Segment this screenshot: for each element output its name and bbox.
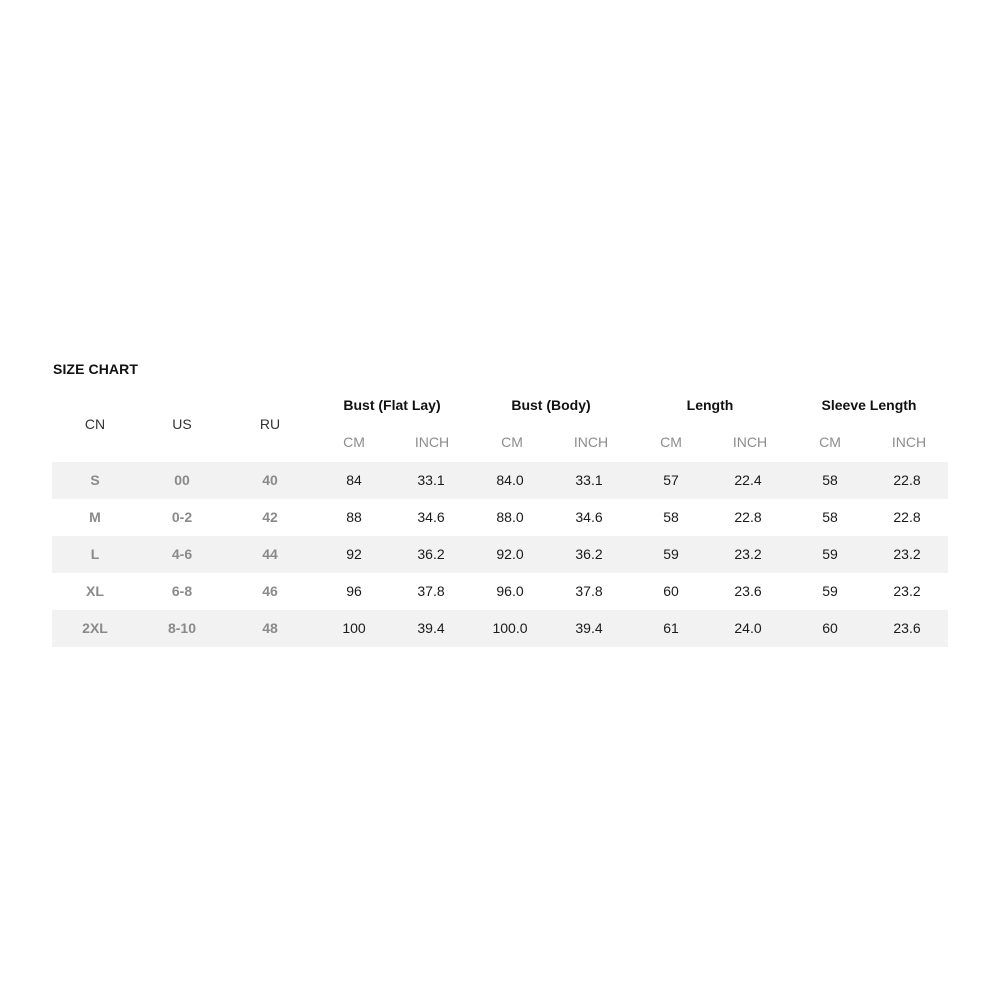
table-row — [52, 462, 948, 499]
cell-length-cm: 60 — [663, 583, 679, 599]
cell-us: 4-6 — [171, 546, 193, 562]
cell-bust-flat-inch: 37.8 — [417, 583, 445, 599]
table-row — [52, 499, 948, 536]
cell-cn: L — [90, 546, 100, 562]
cell-bust-flat-inch: 33.1 — [417, 472, 445, 488]
cell-sleeve-cm: 59 — [822, 583, 838, 599]
size-chart-body — [52, 462, 948, 647]
header-length: Length — [686, 397, 734, 413]
cell-length-cm: 59 — [663, 546, 679, 562]
header-ru: RU — [259, 416, 281, 432]
cell-sleeve-cm: 59 — [822, 546, 838, 562]
cell-sleeve-cm: 60 — [822, 620, 838, 636]
cell-bust-body-cm: 84.0 — [496, 472, 524, 488]
cell-bust-body-cm: 100.0 — [492, 620, 528, 636]
cell-sleeve-cm: 58 — [822, 509, 838, 525]
cell-cn: S — [90, 472, 100, 488]
cell-length-cm: 58 — [663, 509, 679, 525]
table-row — [52, 573, 948, 610]
cell-bust-body-cm: 92.0 — [496, 546, 524, 562]
cell-length-cm: 61 — [663, 620, 679, 636]
cell-bust-flat-inch: 34.6 — [417, 509, 445, 525]
cell-bust-body-inch: 36.2 — [575, 546, 603, 562]
cell-bust-body-cm: 96.0 — [496, 583, 524, 599]
cell-bust-flat-cm: 96 — [346, 583, 362, 599]
cell-length-inch: 24.0 — [734, 620, 762, 636]
unit-inch: INCH — [732, 434, 768, 450]
cell-cn: M — [89, 509, 101, 525]
cell-sleeve-inch: 22.8 — [893, 472, 921, 488]
cell-sleeve-inch: 23.6 — [893, 620, 921, 636]
cell-length-inch: 22.8 — [734, 509, 762, 525]
cell-bust-flat-inch: 39.4 — [417, 620, 445, 636]
cell-ru: 42 — [262, 509, 278, 525]
cell-bust-body-inch: 39.4 — [575, 620, 603, 636]
cell-us: 00 — [174, 472, 190, 488]
cell-ru: 40 — [262, 472, 278, 488]
cell-bust-flat-inch: 36.2 — [417, 546, 445, 562]
cell-length-inch: 23.6 — [734, 583, 762, 599]
table-row — [52, 536, 948, 573]
cell-bust-flat-cm: 100 — [342, 620, 366, 636]
cell-sleeve-inch: 23.2 — [893, 546, 921, 562]
header-us: US — [172, 416, 192, 432]
cell-sleeve-cm: 58 — [822, 472, 838, 488]
cell-ru: 46 — [262, 583, 278, 599]
cell-cn: XL — [86, 583, 104, 599]
cell-length-inch: 22.4 — [734, 472, 762, 488]
cell-ru: 44 — [262, 546, 278, 562]
cell-bust-flat-cm: 88 — [346, 509, 362, 525]
cell-us: 8-10 — [167, 620, 197, 636]
unit-cm: CM — [819, 434, 841, 450]
cell-length-cm: 57 — [663, 472, 679, 488]
cell-bust-body-inch: 34.6 — [575, 509, 603, 525]
header-bust-flat-lay: Bust (Flat Lay) — [343, 397, 441, 413]
cell-us: 6-8 — [171, 583, 193, 599]
unit-inch: INCH — [891, 434, 927, 450]
cell-bust-body-inch: 33.1 — [575, 472, 603, 488]
unit-cm: CM — [501, 434, 523, 450]
cell-length-inch: 23.2 — [734, 546, 762, 562]
header-bust-body: Bust (Body) — [511, 397, 591, 413]
header-sleeve-length: Sleeve Length — [821, 397, 917, 413]
size-chart-title: SIZE CHART — [53, 361, 138, 377]
cell-bust-flat-cm: 84 — [346, 472, 362, 488]
cell-ru: 48 — [262, 620, 278, 636]
unit-cm: CM — [660, 434, 682, 450]
unit-inch: INCH — [414, 434, 450, 450]
cell-bust-flat-cm: 92 — [346, 546, 362, 562]
cell-sleeve-inch: 23.2 — [893, 583, 921, 599]
header-cn: CN — [84, 416, 106, 432]
cell-bust-body-inch: 37.8 — [575, 583, 603, 599]
cell-us: 0-2 — [171, 509, 193, 525]
table-row — [52, 610, 948, 647]
cell-cn: 2XL — [82, 620, 108, 636]
unit-cm: CM — [343, 434, 365, 450]
cell-bust-body-cm: 88.0 — [496, 509, 524, 525]
unit-inch: INCH — [573, 434, 609, 450]
cell-sleeve-inch: 22.8 — [893, 509, 921, 525]
